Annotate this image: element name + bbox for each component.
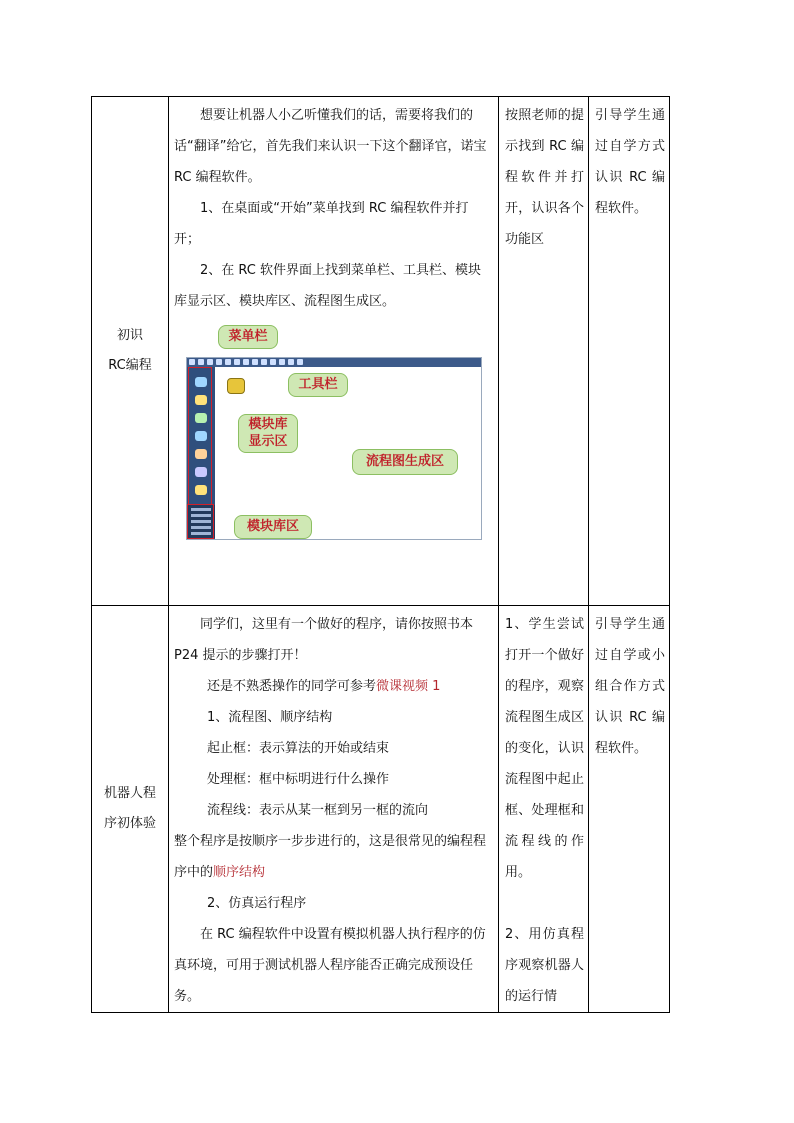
flow-line-desc: 流程线：表示从某一框到另一框的流向: [207, 803, 429, 818]
student-activity-text: 按照老师的提示找到 RC 编程软件并打开，认识各个功能区: [505, 108, 584, 247]
sequence-structure-term: 顺序结构: [213, 865, 266, 880]
simulation-paragraph: 在 RC 编程软件中设置有模拟机器人执行程序的仿真环境，可用于测试机器人程序能否正确完成预设任务。: [174, 927, 486, 1004]
callout-module-library: 模块库区: [234, 515, 312, 539]
step-1: 1、在桌面或“开始”菜单找到 RC 编程软件并打开；: [174, 201, 469, 247]
stage-cell: [92, 606, 169, 1013]
start-end-box-desc: 起止框：表示算法的开始或结束: [207, 741, 390, 756]
stage-title-line1: 初识: [116, 328, 143, 343]
design-intent-cell: [589, 97, 670, 606]
student-activity-text-1: 1、学生尝试打开一个做好的程序，观察流程图生成区的变化，认识流程图中起止框、处理框和流程线的作用。: [505, 617, 584, 880]
lesson-plan-table: [91, 96, 670, 1013]
section-heading-2: 2、仿真运行程序: [207, 896, 307, 911]
reference-line: [174, 671, 493, 702]
start-block-icon: [227, 378, 245, 394]
step-2: 2、在 RC 软件界面上找到菜单栏、工具栏、模块库显示区、模块库区、流程图生成区。: [174, 263, 481, 309]
content-cell: [169, 606, 499, 1013]
student-activity-cell: [499, 606, 589, 1013]
callout-flowchart-area: 流程图生成区: [352, 449, 458, 475]
toolbar-icons: [189, 359, 303, 366]
design-intent-text: 引导学生通过自学或小组合作方式认识 RC 编程软件。: [595, 617, 665, 756]
module-library-highlight: [187, 504, 214, 539]
callout-module-display: [238, 414, 298, 453]
callout-toolbar: 工具栏: [288, 373, 348, 397]
reference-prefix: 还是不熟悉操作的同学可参考: [207, 679, 377, 694]
student-activity-cell: [499, 97, 589, 606]
rc-software-screenshot: [184, 325, 484, 540]
process-box-desc: 处理框：框中标明进行什么操作: [207, 772, 390, 787]
table-row: [92, 606, 670, 1013]
callout-module-display-line2: 显示区: [248, 434, 288, 449]
summary-prefix: 整个程序是按顺序一步步进行的，这是很常见的编程程序中的: [174, 834, 487, 880]
stage-cell: [92, 97, 169, 606]
callout-menubar: 菜单栏: [218, 325, 278, 349]
section-heading-1: 1、流程图、顺序结构: [207, 710, 333, 725]
design-intent-cell: [589, 606, 670, 1013]
stage-title-line1: 机器人程: [103, 786, 156, 801]
intro-paragraph: 想要让机器人小乙听懂我们的话，需要将我们的话“翻译”给它，首先我们来认识一下这个翻译官，诺宝 RC 编程软件。: [174, 108, 487, 185]
stage-title-line2: 序初体验: [103, 816, 156, 831]
module-display-highlight: [188, 367, 212, 505]
content-cell: [169, 97, 499, 606]
callout-module-display-line1: 模块库: [248, 417, 288, 432]
summary-paragraph: [174, 826, 493, 888]
intro-paragraph: 同学们，这里有一个做好的程序，请你按照书本 P24 提示的步骤打开！: [174, 617, 474, 663]
stage-title-line2: RC编程: [108, 358, 152, 373]
student-activity-text-2: 2、用仿真程序观察机器人的运行情: [505, 927, 584, 1004]
micro-video-link[interactable]: 微课视频 1: [376, 679, 441, 694]
table-row: [92, 97, 670, 606]
design-intent-text: 引导学生通过自学方式认识 RC 编程软件。: [595, 108, 665, 216]
